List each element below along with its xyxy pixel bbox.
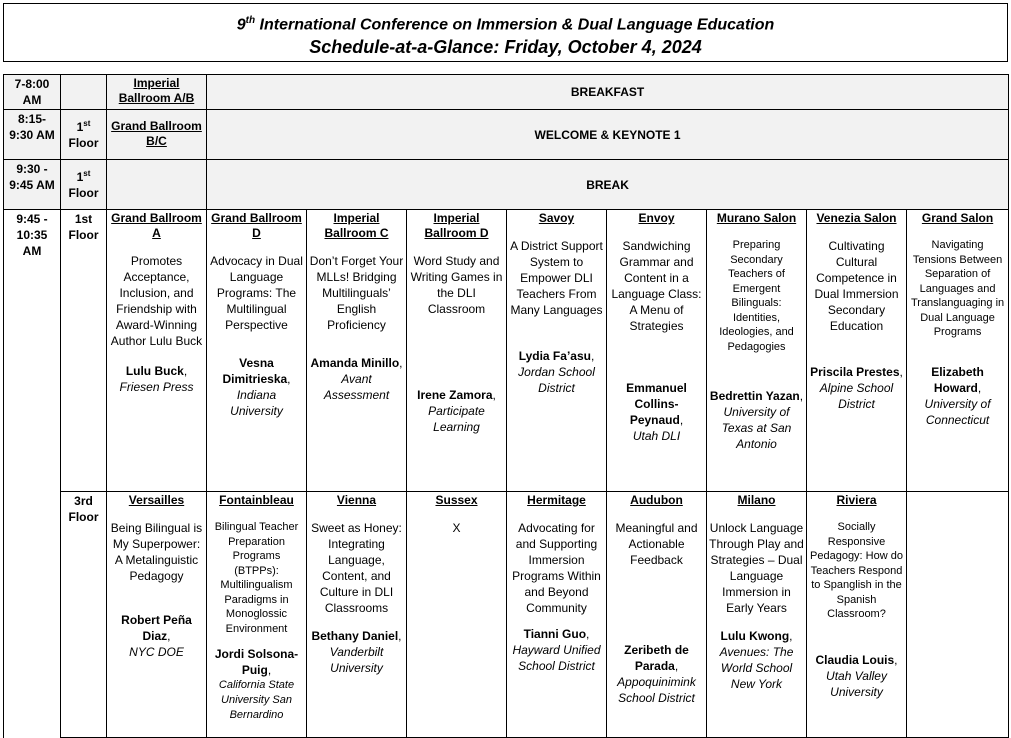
session-title: Socially Responsive Pedagogy: How do Teachers Respond to Spanglish in the Spanish Classroom?: [810, 521, 903, 620]
presenter-name: Jordi Solsona-Puig: [214, 647, 299, 677]
session-title: Word Study and Writing Games in the DLI Classroom: [410, 254, 503, 316]
session-card: Fontainbleau Bilingual Teacher Preparation Programs (BTPPs): Multilingualism Paradigms in Monoglossic Environment Jordi Solsona-Puig, California State University San Bernardino: [207, 492, 307, 738]
session-card: Grand Ballroom A Promotes Acceptance, Inclusion, and Friendship with Award-Winning Author Lulu Buck Lulu Buck, Friesen Press: [107, 210, 207, 492]
schedule-subtitle: Schedule-at-a-Glance: Friday, October 4, 2024: [309, 37, 702, 58]
session-title: Cultivating Cultural Competence in Dual Immersion Secondary Education: [814, 239, 899, 333]
presenter-affiliation: Utah DLI: [632, 429, 681, 443]
session-card: Sussex X: [407, 492, 507, 738]
floor-cell: 1st Floor: [61, 160, 107, 210]
presenter-name: Amanda Minillo: [310, 356, 400, 370]
session-card: Imperial Ballroom D Word Study and Writing Games in the DLI Classroom Irene Zamora, Participate Learning: [407, 210, 507, 492]
session-title: Bilingual Teacher Preparation Programs (BTPPs): Multilingualism Paradigms in Monoglossic Environment: [214, 521, 299, 635]
presenter-name: Lulu Kwong: [720, 629, 790, 643]
session-card: Venezia Salon Cultivating Cultural Competence in Dual Immersion Secondary Education Priscila Prestes, Alpine School District: [807, 210, 907, 492]
presenter-affiliation: Participate Learning: [428, 404, 485, 434]
presenter-name: Emmanuel Collins-Peynaud: [626, 381, 687, 427]
session-card: Envoy Sandwiching Grammar and Content in a Language Class: A Menu of Strategies Emmanuel Collins-Peynaud, Utah DLI: [607, 210, 707, 492]
presenter-name: Irene Zamora: [417, 388, 493, 402]
session-title: Unlock Language Through Play and Strategies – Dual Language Immersion in Early Years: [709, 521, 804, 615]
session-card: Imperial Ballroom C Don’t Forget Your MLLs! Bridging Multilinguals’ English Proficiency Amanda Minillo, Avant Assessment: [307, 210, 407, 492]
schedule-table: [3, 74, 1009, 738]
presenter-affiliation: Jordan School District: [518, 365, 595, 395]
time-cell: 9:30 - 9:45 AM: [4, 160, 61, 210]
presenter-name: Zeribeth de Parada: [624, 643, 689, 673]
session-card: Grand Salon Navigating Tensions Between Separation of Languages and Translanguaging in Dual Language Programs Elizabeth Howard, University of Connecticut: [907, 210, 1009, 492]
session-title: Promotes Acceptance, Inclusion, and Friendship with Award-Winning Author Lulu Buck: [110, 254, 203, 348]
empty-session-cell: [907, 492, 1009, 738]
time-cell: 8:15-9:30 AM: [4, 110, 61, 160]
session-row-floor-3: [4, 492, 1009, 738]
presenter-affiliation: Indiana University: [230, 388, 283, 418]
presenter-affiliation: California State University San Bernardino: [218, 679, 295, 721]
presenter-affiliation: Avenues: The World School New York: [719, 645, 794, 691]
presenter-affiliation: Alpine School District: [819, 381, 894, 411]
session-card: Savoy A District Support System to Empower DLI Teachers From Many Languages Lydia Fa’asu, Jordan School District: [507, 210, 607, 492]
keynote-row: [4, 110, 1009, 160]
location-cell: [107, 160, 207, 210]
session-title: Sandwiching Grammar and Content in a Language Class: A Menu of Strategies: [611, 239, 702, 333]
presenter-affiliation: University of Connecticut: [924, 396, 991, 427]
presenter-name: Elizabeth Howard: [931, 364, 984, 395]
presenter-name: Priscila Prestes: [810, 365, 900, 379]
session-card: Vienna Sweet as Honey: Integrating Language, Content, and Culture in DLI Classrooms Bethany Daniel, Vanderbilt University: [307, 492, 407, 738]
presenter-affiliation: Hayward Unified School District: [512, 643, 601, 673]
schedule-header: [3, 3, 1008, 62]
session-card: Grand Ballroom D Advocacy in Dual Language Programs: The Multilingual Perspective Vesna Dimitrieska, Indiana University: [207, 210, 307, 492]
floor-cell: 1st Floor: [61, 210, 107, 492]
presenter-name: Tianni Guo: [523, 627, 587, 641]
session-card: Riviera Socially Responsive Pedagogy: How do Teachers Respond to Spanglish in the Spanish Classroom? Claudia Louis, Utah Valley University: [807, 492, 907, 738]
presenter-name: Claudia Louis: [815, 652, 895, 667]
presenter-affiliation: University of Texas at San Antonio: [721, 405, 792, 451]
break-event: BREAK: [207, 160, 1009, 210]
session-row-floor-1: [4, 210, 1009, 492]
presenter-name: Bedrettin Yazan: [709, 389, 800, 403]
session-title: Don’t Forget Your MLLs! Bridging Multilinguals’ English Proficiency: [309, 254, 404, 332]
session-title: Sweet as Honey: Integrating Language, Content, and Culture in DLI Classrooms: [311, 521, 402, 615]
presenter-affiliation: Avant Assessment: [323, 372, 390, 402]
session-card: Versailles Being Bilingual is My Superpower: A Metalinguistic Pedagogy Robert Peña Diaz, NYC DOE: [107, 492, 207, 738]
session-title: Advocacy in Dual Language Programs: The Multilingual Perspective: [210, 254, 303, 332]
presenter-affiliation: Friesen Press: [119, 380, 194, 394]
floor-cell: 3rd Floor: [61, 492, 107, 738]
break-row: [4, 160, 1009, 210]
breakfast-row: [4, 75, 1009, 110]
session-card: Milano Unlock Language Through Play and Strategies – Dual Language Immersion in Early Years Lulu Kwong, Avenues: The World School New York: [707, 492, 807, 738]
floor-cell: 1st Floor: [61, 110, 107, 160]
time-cell: 7-8:00 AM: [4, 75, 61, 110]
session-title: Meaningful and Actionable Feedback: [615, 521, 698, 567]
location-cell: Grand Ballroom B/C: [107, 110, 207, 160]
session-card: Audubon Meaningful and Actionable Feedback Zeribeth de Parada, Appoquinimink School District: [607, 492, 707, 738]
session-time-cell: 9:45 - 10:35 AM: [4, 210, 61, 738]
presenter-name: Bethany Daniel: [311, 629, 399, 643]
presenter-name: Lydia Fa’asu: [518, 349, 591, 363]
keynote-event: WELCOME & KEYNOTE 1: [207, 110, 1009, 160]
presenter-name: Vesna Dimitrieska: [222, 356, 288, 386]
presenter-name: Lulu Buck: [125, 364, 184, 378]
presenter-affiliation: Appoquinimink School District: [617, 675, 696, 705]
session-title: X: [452, 521, 461, 535]
session-title: Navigating Tensions Between Separation of Languages and Translanguaging in Dual Language Programs: [910, 239, 1005, 338]
session-title: Advocating for and Supporting Immersion Programs Within and Beyond Community: [512, 521, 601, 615]
conference-title: 9th International Conference on Immersion & Dual Language Education: [236, 15, 775, 34]
session-card: Murano Salon Preparing Secondary Teachers of Emergent Bilinguals: Identities, Ideologies, and Pedagogies Bedrettin Yazan, University of Texas at San Antonio: [707, 210, 807, 492]
session-card: Hermitage Advocating for and Supporting Immersion Programs Within and Beyond Community Tianni Guo, Hayward Unified School District: [507, 492, 607, 738]
presenter-name: Robert Peña Diaz: [121, 613, 192, 643]
session-title: Preparing Secondary Teachers of Emergent Bilinguals: Identities, Ideologies, and Pedagogies: [719, 239, 794, 353]
location-cell: Imperial Ballroom A/B: [107, 75, 207, 110]
presenter-affiliation: Vanderbilt University: [329, 645, 384, 675]
floor-cell: [61, 75, 107, 110]
session-title: Being Bilingual is My Superpower: A Metalinguistic Pedagogy: [110, 521, 203, 583]
session-title: A District Support System to Empower DLI Teachers From Many Languages: [510, 239, 603, 317]
breakfast-event: BREAKFAST: [207, 75, 1009, 110]
presenter-affiliation: NYC DOE: [129, 645, 184, 659]
presenter-affiliation: Utah Valley University: [826, 668, 887, 699]
